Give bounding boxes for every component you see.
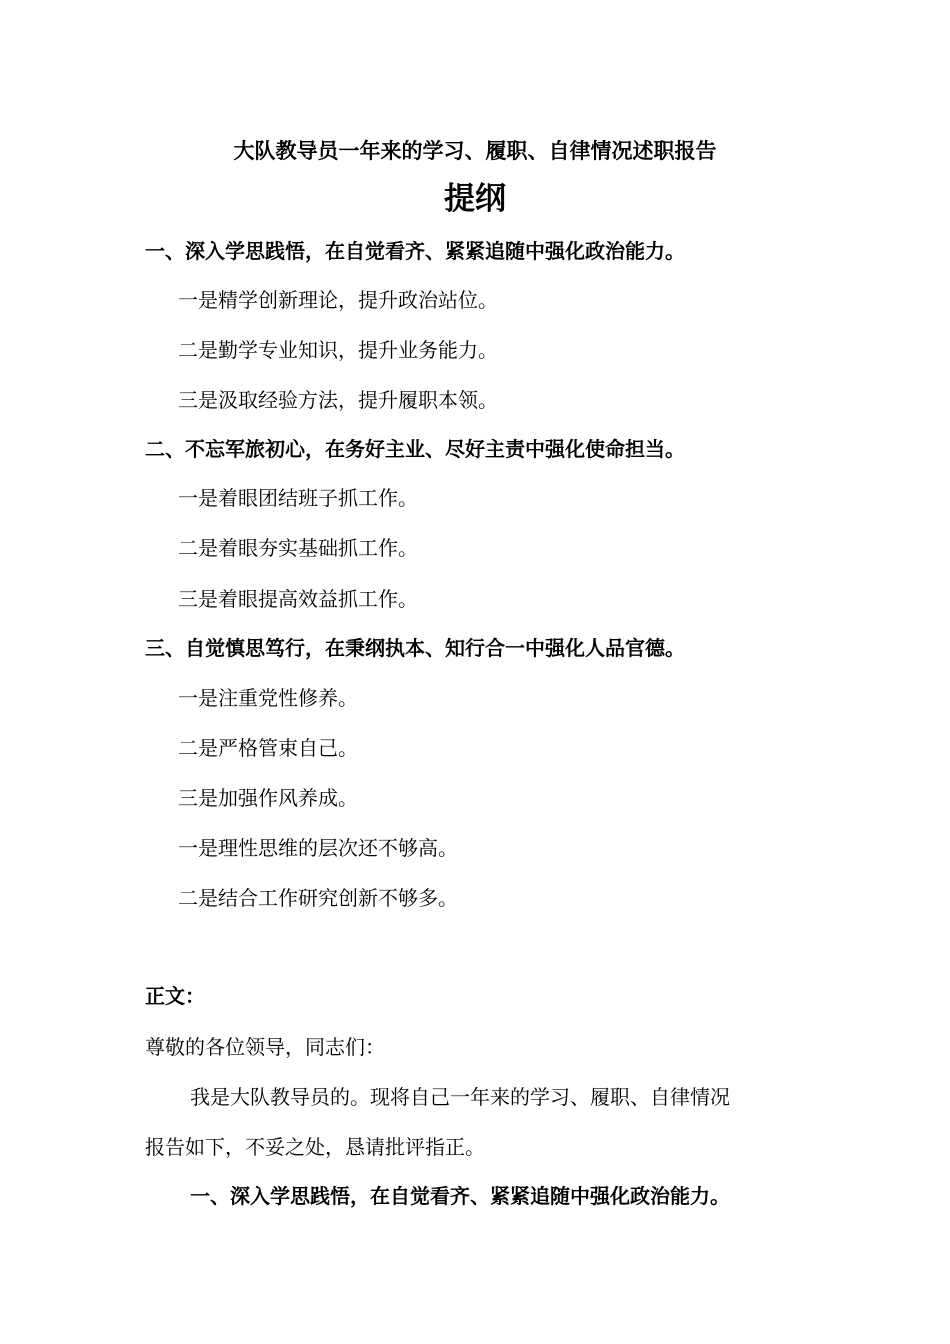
outline-item: 二是结合工作研究创新不够多。 — [178, 886, 458, 910]
outline-item: 一是精学创新理论，提升政治站位。 — [178, 288, 498, 312]
outline-heading-2: 二、不忘军旅初心，在务好主业、尽好主责中强化使命担当。 — [145, 437, 685, 461]
outline-item: 一是理性思维的层次还不够高。 — [178, 836, 458, 860]
outline-item: 三是汲取经验方法，提升履职本领。 — [178, 388, 498, 412]
document-subtitle: 提纲 — [444, 181, 506, 217]
body-label: 正文： — [145, 984, 205, 1008]
outline-item: 一是着眼团结班子抓工作。 — [178, 486, 418, 510]
body-heading-1: 一、深入学思践悟，在自觉看齐、紧紧追随中强化政治能力。 — [190, 1184, 730, 1208]
intro-paragraph-line-1: 我是大队教导员的。现将自己一年来的学习、履职、自律情况 — [190, 1085, 730, 1109]
outline-item: 三是着眼提高效益抓工作。 — [178, 587, 418, 611]
outline-item: 二是严格管束自己。 — [178, 736, 358, 760]
salutation: 尊敬的各位领导，同志们： — [145, 1035, 385, 1059]
outline-item: 二是勤学专业知识，提升业务能力。 — [178, 338, 498, 362]
outline-item: 三是加强作风养成。 — [178, 786, 358, 810]
intro-paragraph-line-2: 报告如下，不妥之处，恳请批评指正。 — [145, 1135, 485, 1159]
outline-heading-1: 一、深入学思践悟，在自觉看齐、紧紧追随中强化政治能力。 — [145, 239, 685, 263]
document-title: 大队教导员一年来的学习、履职、自律情况述职报告 — [233, 138, 717, 163]
outline-heading-3: 三、自觉慎思笃行，在秉纲执本、知行合一中强化人品官德。 — [145, 636, 685, 660]
outline-item: 一是注重党性修养。 — [178, 686, 358, 710]
outline-item: 二是着眼夯实基础抓工作。 — [178, 536, 418, 560]
